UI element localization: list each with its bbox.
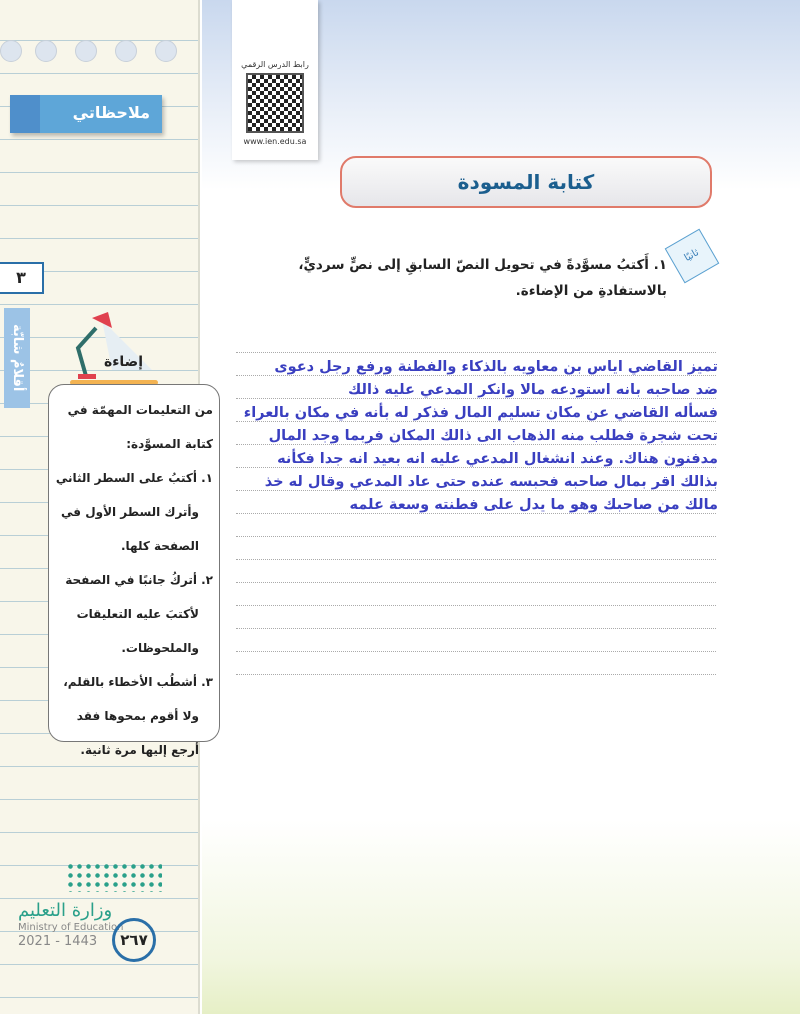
draft-line: مالك من صاحبك وهو ما يدل على فطنته وسعة علمه	[349, 497, 718, 513]
binder-hole	[75, 40, 97, 62]
year: 2021 - 1443	[18, 934, 98, 949]
tip-line: لأكتبَ عليه التعليقات	[76, 607, 199, 621]
tip-line: الصفحة كلها.	[120, 539, 199, 553]
draft-line: تحت شجرة فطلب منه الذهاب الى ذالك المكان فربما وجد المال	[268, 428, 718, 444]
page-number: ٢٦٧	[112, 918, 156, 962]
tip-line: والملحوظات.	[121, 641, 199, 655]
tip-line: أرجع إليها مرة ثانية.	[80, 743, 199, 757]
draft-line: فسأله القاضي عن مكان تسليم المال فذكر له بأنه في مكان بالعراء	[243, 405, 718, 421]
qr-code-icon[interactable]	[246, 73, 304, 133]
tip-line: من التعليمات المهمّة في	[67, 403, 213, 417]
qr-caption: رابط الدرس الرقمي	[241, 60, 309, 69]
tip-line: ٢. أتركُ جانبًا في الصفحة	[65, 573, 213, 587]
binder-hole	[35, 40, 57, 62]
draft-line: ضد صاحبه بانه استودعه مالا وانكر المدعي عليه ذالك	[348, 382, 718, 398]
binder-hole	[155, 40, 177, 62]
ministry-name-en: Ministry of Education	[18, 922, 124, 933]
tip-line: وأترك السطر الأول في	[61, 505, 199, 519]
tip-heading: إضاءة	[104, 354, 144, 370]
draft-line: بذالك اقر بمال صاحبه فحبسه عنده حتى عاد المدعي وقال له خذ	[264, 474, 718, 490]
tip-line: ولا أقوم بمحوها فقد	[76, 709, 199, 723]
my-notes-label: ملاحظاتي	[10, 95, 162, 133]
draft-text[interactable]	[236, 356, 718, 517]
lesson-title: كتابة المسودة	[340, 156, 712, 208]
unit-title: أقلامٌ شابّة	[4, 308, 30, 408]
draft-line: تميز القاضي اياس بن معاويه بالذكاء والفطنة ورفع رجل دعوى	[274, 359, 718, 375]
qr-url[interactable]: www.ien.edu.sa	[243, 137, 307, 146]
tips-box	[48, 384, 220, 757]
binder-hole	[115, 40, 137, 62]
digital-lesson-card[interactable]	[232, 0, 318, 160]
notes-margin	[0, 0, 213, 1014]
ministry-logo	[66, 862, 162, 892]
tip-line: ٣. أشطُب الأخطاء بالقلم،	[63, 675, 213, 689]
tip-line: كتابة المسوَّدة:	[126, 437, 213, 451]
binder-hole	[0, 40, 22, 62]
ministry-name-ar: وزارة التعليم	[18, 900, 113, 921]
tip-line: ١. أكتبُ على السطر الثاني	[55, 471, 213, 485]
unit-number: ٣	[0, 262, 44, 294]
task-instruction: ١. أَكتبُ مسوَّدةً في تحويل النصّ السابقِ إلى نصٍّ سرديٍّ، بالاستفادةِ من الإضاءة.	[298, 257, 667, 299]
draft-line: مدفنون هناك. وعند انشغال المدعي عليه انه بعيد انه جدا فكأنه	[277, 451, 718, 467]
section-badge: ثانيًا	[665, 229, 720, 284]
